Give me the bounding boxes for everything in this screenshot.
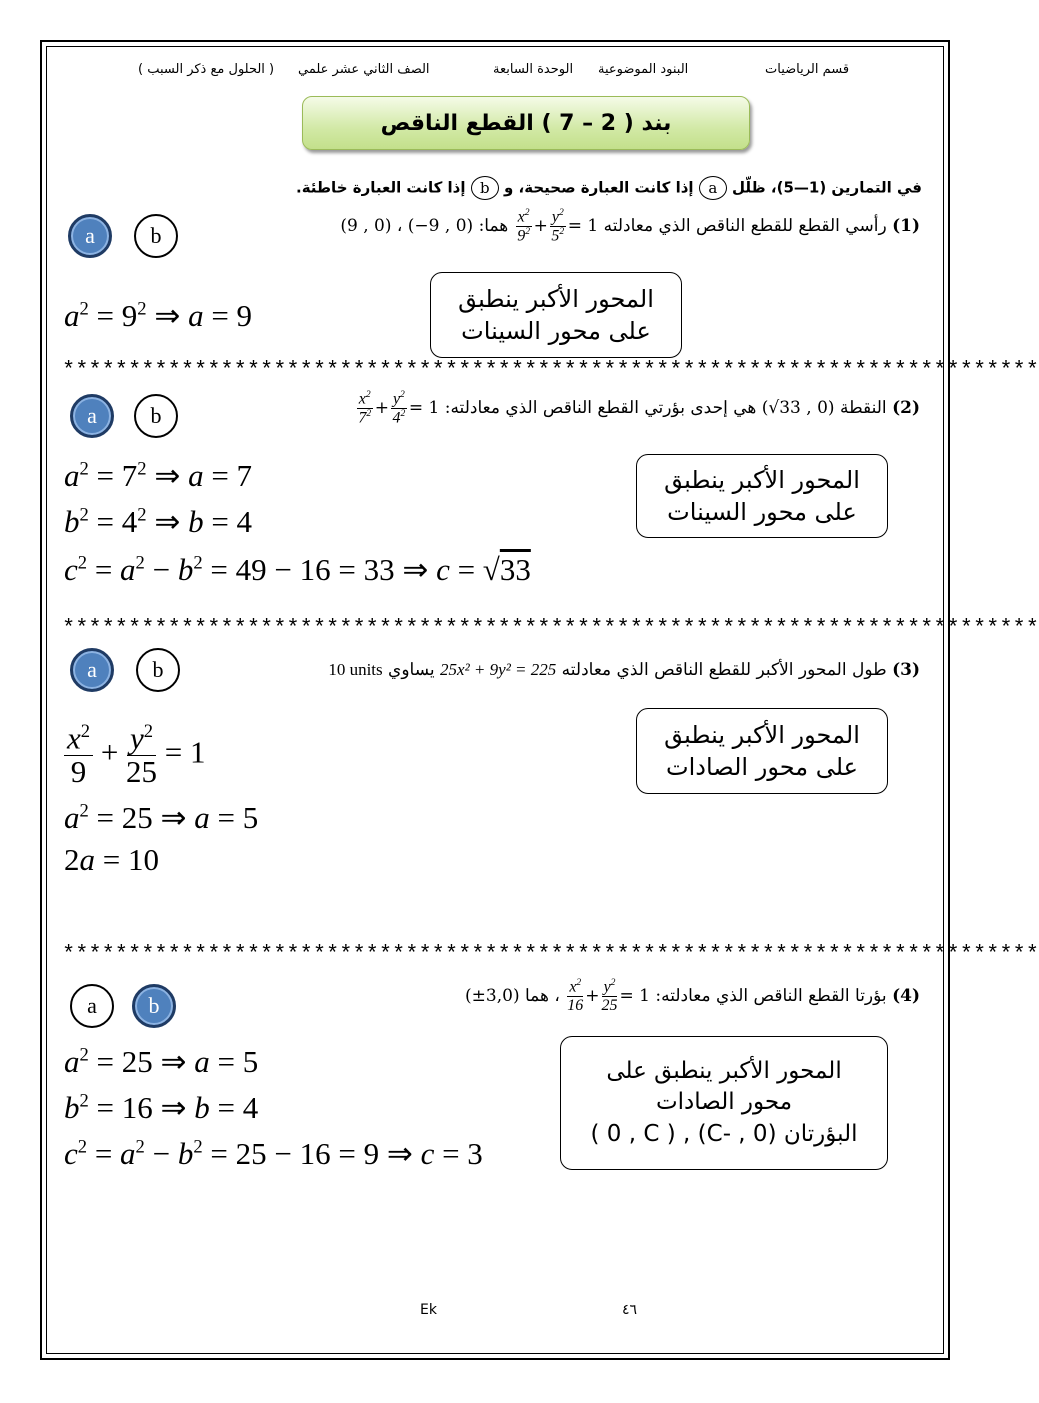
section-title: بند ( 2 – 7 ) القطع الناقص <box>380 110 672 136</box>
q1-option-b[interactable]: b <box>134 214 178 258</box>
q3-work-line3: 2a = 10 <box>64 842 159 877</box>
instructions-part3: إذا كانت العبارة خاطئة. <box>296 178 466 197</box>
q4-work-line3: $c^2 = a^2 - b^2 = 25 - 16 = 9$ ⇒ c = 3 <box>64 1136 483 1171</box>
q1-work-line1: $a^2 = 9^2$ ⇒ a = 9 <box>64 298 253 333</box>
q1-points: (9 , 0) ، (−9 , 0) <box>340 215 474 236</box>
separator-1: ************************************************************************** <box>62 358 1039 383</box>
q3-option-a[interactable]: a <box>70 648 114 692</box>
q4-equation: $\frac{x^2}{16}$ + $\frac{y^2}{25}$ = 1 <box>567 977 650 1014</box>
q3-work-line1: $\frac{x^2}{9}$ + $\frac{y^2}{25}$ = 1 <box>64 722 206 788</box>
q3-work-line2: $a^2 = 25$ ⇒ a = 5 <box>64 800 259 835</box>
header-dept: قسم الرياضيات <box>765 62 850 77</box>
inline-option-b: b <box>471 176 499 200</box>
q3-equation: 25x² + 9y² = 225 <box>440 660 557 679</box>
q4-text: بؤرتا القطع الناقص الذي معادلته: <box>655 985 887 1006</box>
instructions <box>296 176 922 200</box>
q4-note <box>560 1036 888 1170</box>
footer-page-number: ٤٦ <box>622 1302 638 1318</box>
q4-work-line1: $a^2 = 25$ ⇒ a = 5 <box>64 1044 259 1079</box>
footer-author: Ek <box>420 1302 437 1318</box>
q2-point: (√33 , 0) <box>761 397 835 418</box>
inline-option-a: a <box>699 176 727 200</box>
q2-work-line2: $b^2 = 4^2$ ⇒ b = 4 <box>64 504 253 539</box>
q4-note-line2: محور الصادات <box>655 1089 793 1116</box>
q2-option-a[interactable]: a <box>70 394 114 438</box>
q2-note <box>636 454 888 538</box>
separator-2: ************************************************************************** <box>62 616 1039 641</box>
q2-text: النقطة <box>839 397 887 418</box>
q2-note-line2: على محور السينات <box>667 498 857 526</box>
q2-statement <box>355 390 920 427</box>
header-unit: الوحدة السابعة <box>493 62 574 77</box>
q2-tail: هي إحدى بؤرتي القطع الناقص الذي معادلته: <box>444 397 757 418</box>
q2-number: (2) <box>892 397 920 418</box>
q3-option-b[interactable]: b <box>136 648 180 692</box>
q4-work-line2: $b^2 = 16$ ⇒ b = 4 <box>64 1090 259 1125</box>
instructions-part1: في التمارين (1—5)، ظلّل <box>732 178 922 197</box>
q3-note-line2: على محور الصادات <box>666 753 858 781</box>
q3-note <box>636 708 888 794</box>
q2-note-line1: المحور الأكبر ينطبق <box>664 465 860 494</box>
q3-number: (3) <box>892 660 920 680</box>
q4-tail: ، هما <box>524 985 560 1006</box>
header-items: البنود الموضوعية <box>598 62 689 77</box>
q1-equation: $\frac{x^2}{9^2}$ + $\frac{y^2}{5^2}$ = 1 <box>517 207 599 245</box>
q4-option-b[interactable]: b <box>132 984 176 1028</box>
q1-note-line1: المحور الأكبر ينطبق <box>458 284 654 313</box>
q3-tail: يساوي <box>388 660 435 680</box>
separator-3: ************************************************************************** <box>62 942 1039 967</box>
q1-statement <box>340 208 920 245</box>
q1-number: (1) <box>892 215 920 236</box>
q1-note-line2: على محور السينات <box>461 317 651 345</box>
q2-option-b[interactable]: b <box>134 394 178 438</box>
q3-value: 10 units <box>328 660 383 679</box>
q2-work-line1: $a^2 = 7^2$ ⇒ a = 7 <box>64 458 253 493</box>
q4-option-a[interactable]: a <box>70 984 114 1028</box>
q4-number: (4) <box>892 985 920 1006</box>
header-grade: الصف الثاني عشر علمي <box>298 62 430 77</box>
q1-tail: هما: <box>478 215 509 236</box>
q1-note <box>430 272 682 358</box>
q4-note-line3: البؤرتان (C- , 0) , ( 0 , C ) <box>590 1120 858 1147</box>
q3-note-line1: المحور الأكبر ينطبق <box>664 720 860 749</box>
q3-text: طول المحور الأكبر للقطع الناقص الذي معادلته <box>561 660 887 680</box>
q1-text: رأسي القطع للقطع الناقص الذي معادلته <box>603 215 887 236</box>
section-title-box <box>302 96 750 150</box>
instructions-part2: إذا كانت العبارة صحيحة، و <box>503 178 694 197</box>
header-solutions: ( الحلول مع ذكر السبب ) <box>138 62 275 77</box>
q4-note-line1: المحور الأكبر ينطبق على <box>606 1058 842 1085</box>
q4-statement <box>465 978 920 1015</box>
q4-points: (±3,0) <box>465 985 520 1006</box>
q3-statement <box>328 660 920 680</box>
q2-equation: $\frac{x^2}{7^2}$ + $\frac{y^2}{4^2}$ = 1 <box>358 389 440 427</box>
q1-option-a[interactable]: a <box>68 214 112 258</box>
q2-work-line3: $c^2 = a^2 - b^2 = 49 - 16 = 33$ ⇒ c = √33 <box>64 552 531 587</box>
